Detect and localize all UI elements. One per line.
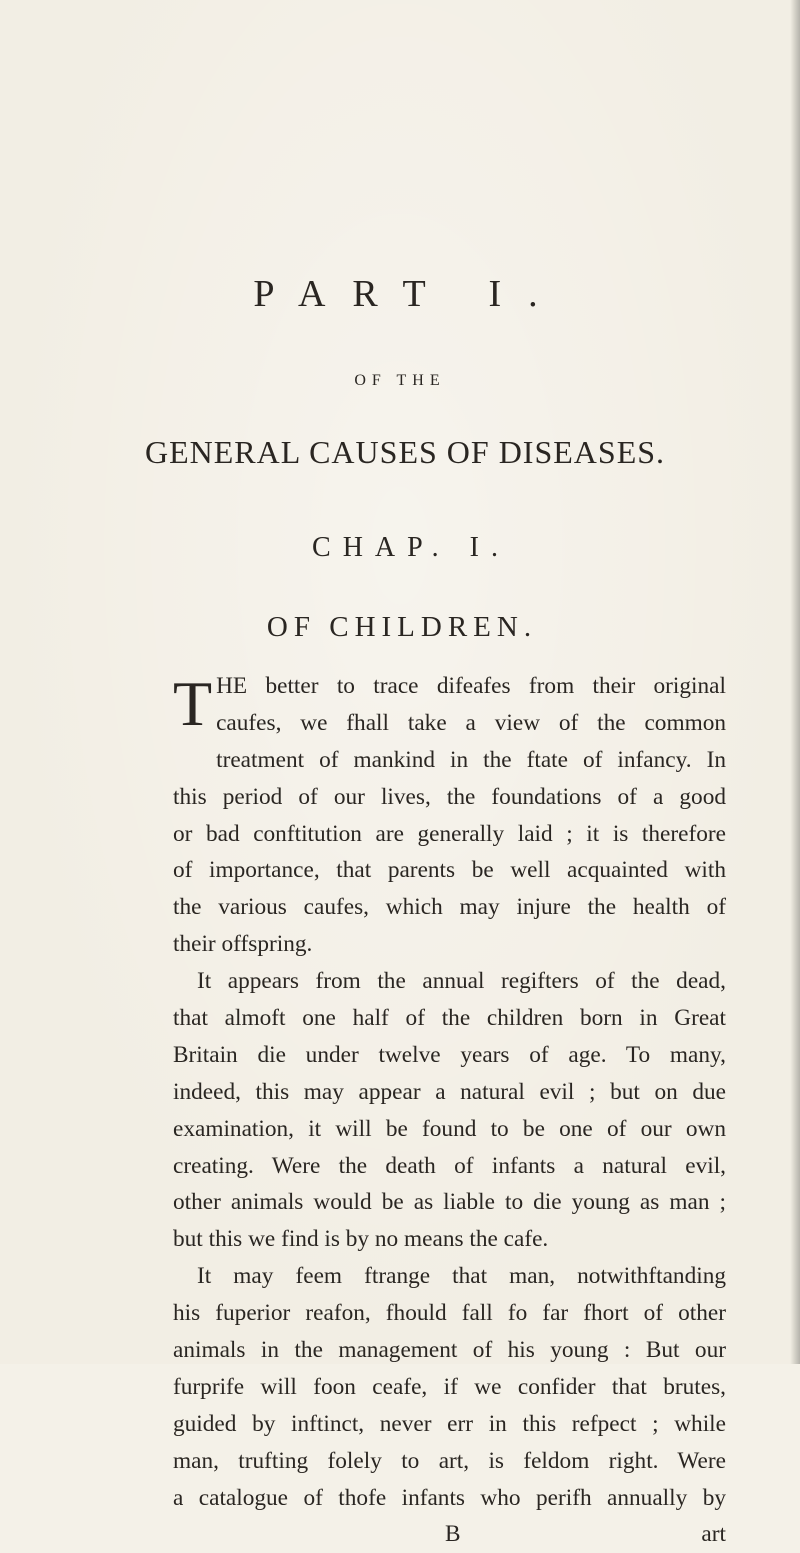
body-text xyxy=(173,668,726,1553)
text-line: animals in the management of his young : But our xyxy=(173,1337,726,1364)
footer-row xyxy=(173,1516,726,1553)
drop-cap: T xyxy=(173,668,213,739)
text-line: a catalogue of thofe infants who perifh annually by xyxy=(173,1484,726,1511)
text-line: creating. Were the death of infants a natural evil, xyxy=(173,1152,726,1179)
text-line: the various caufes, which may injure the health of xyxy=(173,894,726,921)
text-line: their offspring. xyxy=(173,931,313,958)
text-line: that almoft one half of the children born in Great xyxy=(173,1005,726,1032)
main-title: GENERAL CAUSES OF DISEASES. xyxy=(144,434,666,470)
text-line: guided by inftinct, never err in this refpect ; while xyxy=(173,1410,726,1437)
text-line: treatment of mankind in the ftate of infancy. In xyxy=(216,746,726,773)
paragraph-1-line-2: caufes, we fhall take a view of the common xyxy=(216,709,726,736)
text-line: but this we find is by no means the cafe. xyxy=(173,1226,549,1253)
text-line: other animals would be as liable to die young as man ; xyxy=(173,1189,726,1216)
subtitle-small: OF THE xyxy=(354,372,446,389)
text-line: man, trufting folely to art, is feldom right. Were xyxy=(173,1447,726,1474)
part-title: PART I. xyxy=(253,273,565,315)
text-line: It may feem ftrange that man, notwithftanding xyxy=(197,1263,726,1290)
text-line: furprife will foon ceafe, if we confider that brutes, xyxy=(173,1373,726,1400)
section-title: OF CHILDREN. xyxy=(266,611,538,643)
catchword: art xyxy=(701,1521,726,1548)
text-line: of importance, that parents be well acquainted with xyxy=(173,857,726,884)
signature-mark: B xyxy=(445,1521,461,1548)
text-line: It appears from the annual regifters of the dead, xyxy=(197,968,726,995)
text-line: examination, it will be found to be one of our own xyxy=(173,1115,726,1142)
chapter-title: CHAP. I. xyxy=(312,532,510,563)
text-line: Britain die under twelve years of age. To many, xyxy=(173,1041,726,1068)
paragraph-1-line-1: HE better to trace difeafes from their original xyxy=(216,673,726,699)
text-line: indeed, this may appear a natural evil ; but on due xyxy=(173,1078,726,1105)
page-edge-shadow xyxy=(790,0,800,1364)
text-line: this period of our lives, the foundations of a good xyxy=(173,783,726,810)
text-line: his fuperior reafon, fhould fall fo far fhort of other xyxy=(173,1300,726,1327)
text-line: or bad conftitution are generally laid ; it is therefore xyxy=(173,820,726,847)
